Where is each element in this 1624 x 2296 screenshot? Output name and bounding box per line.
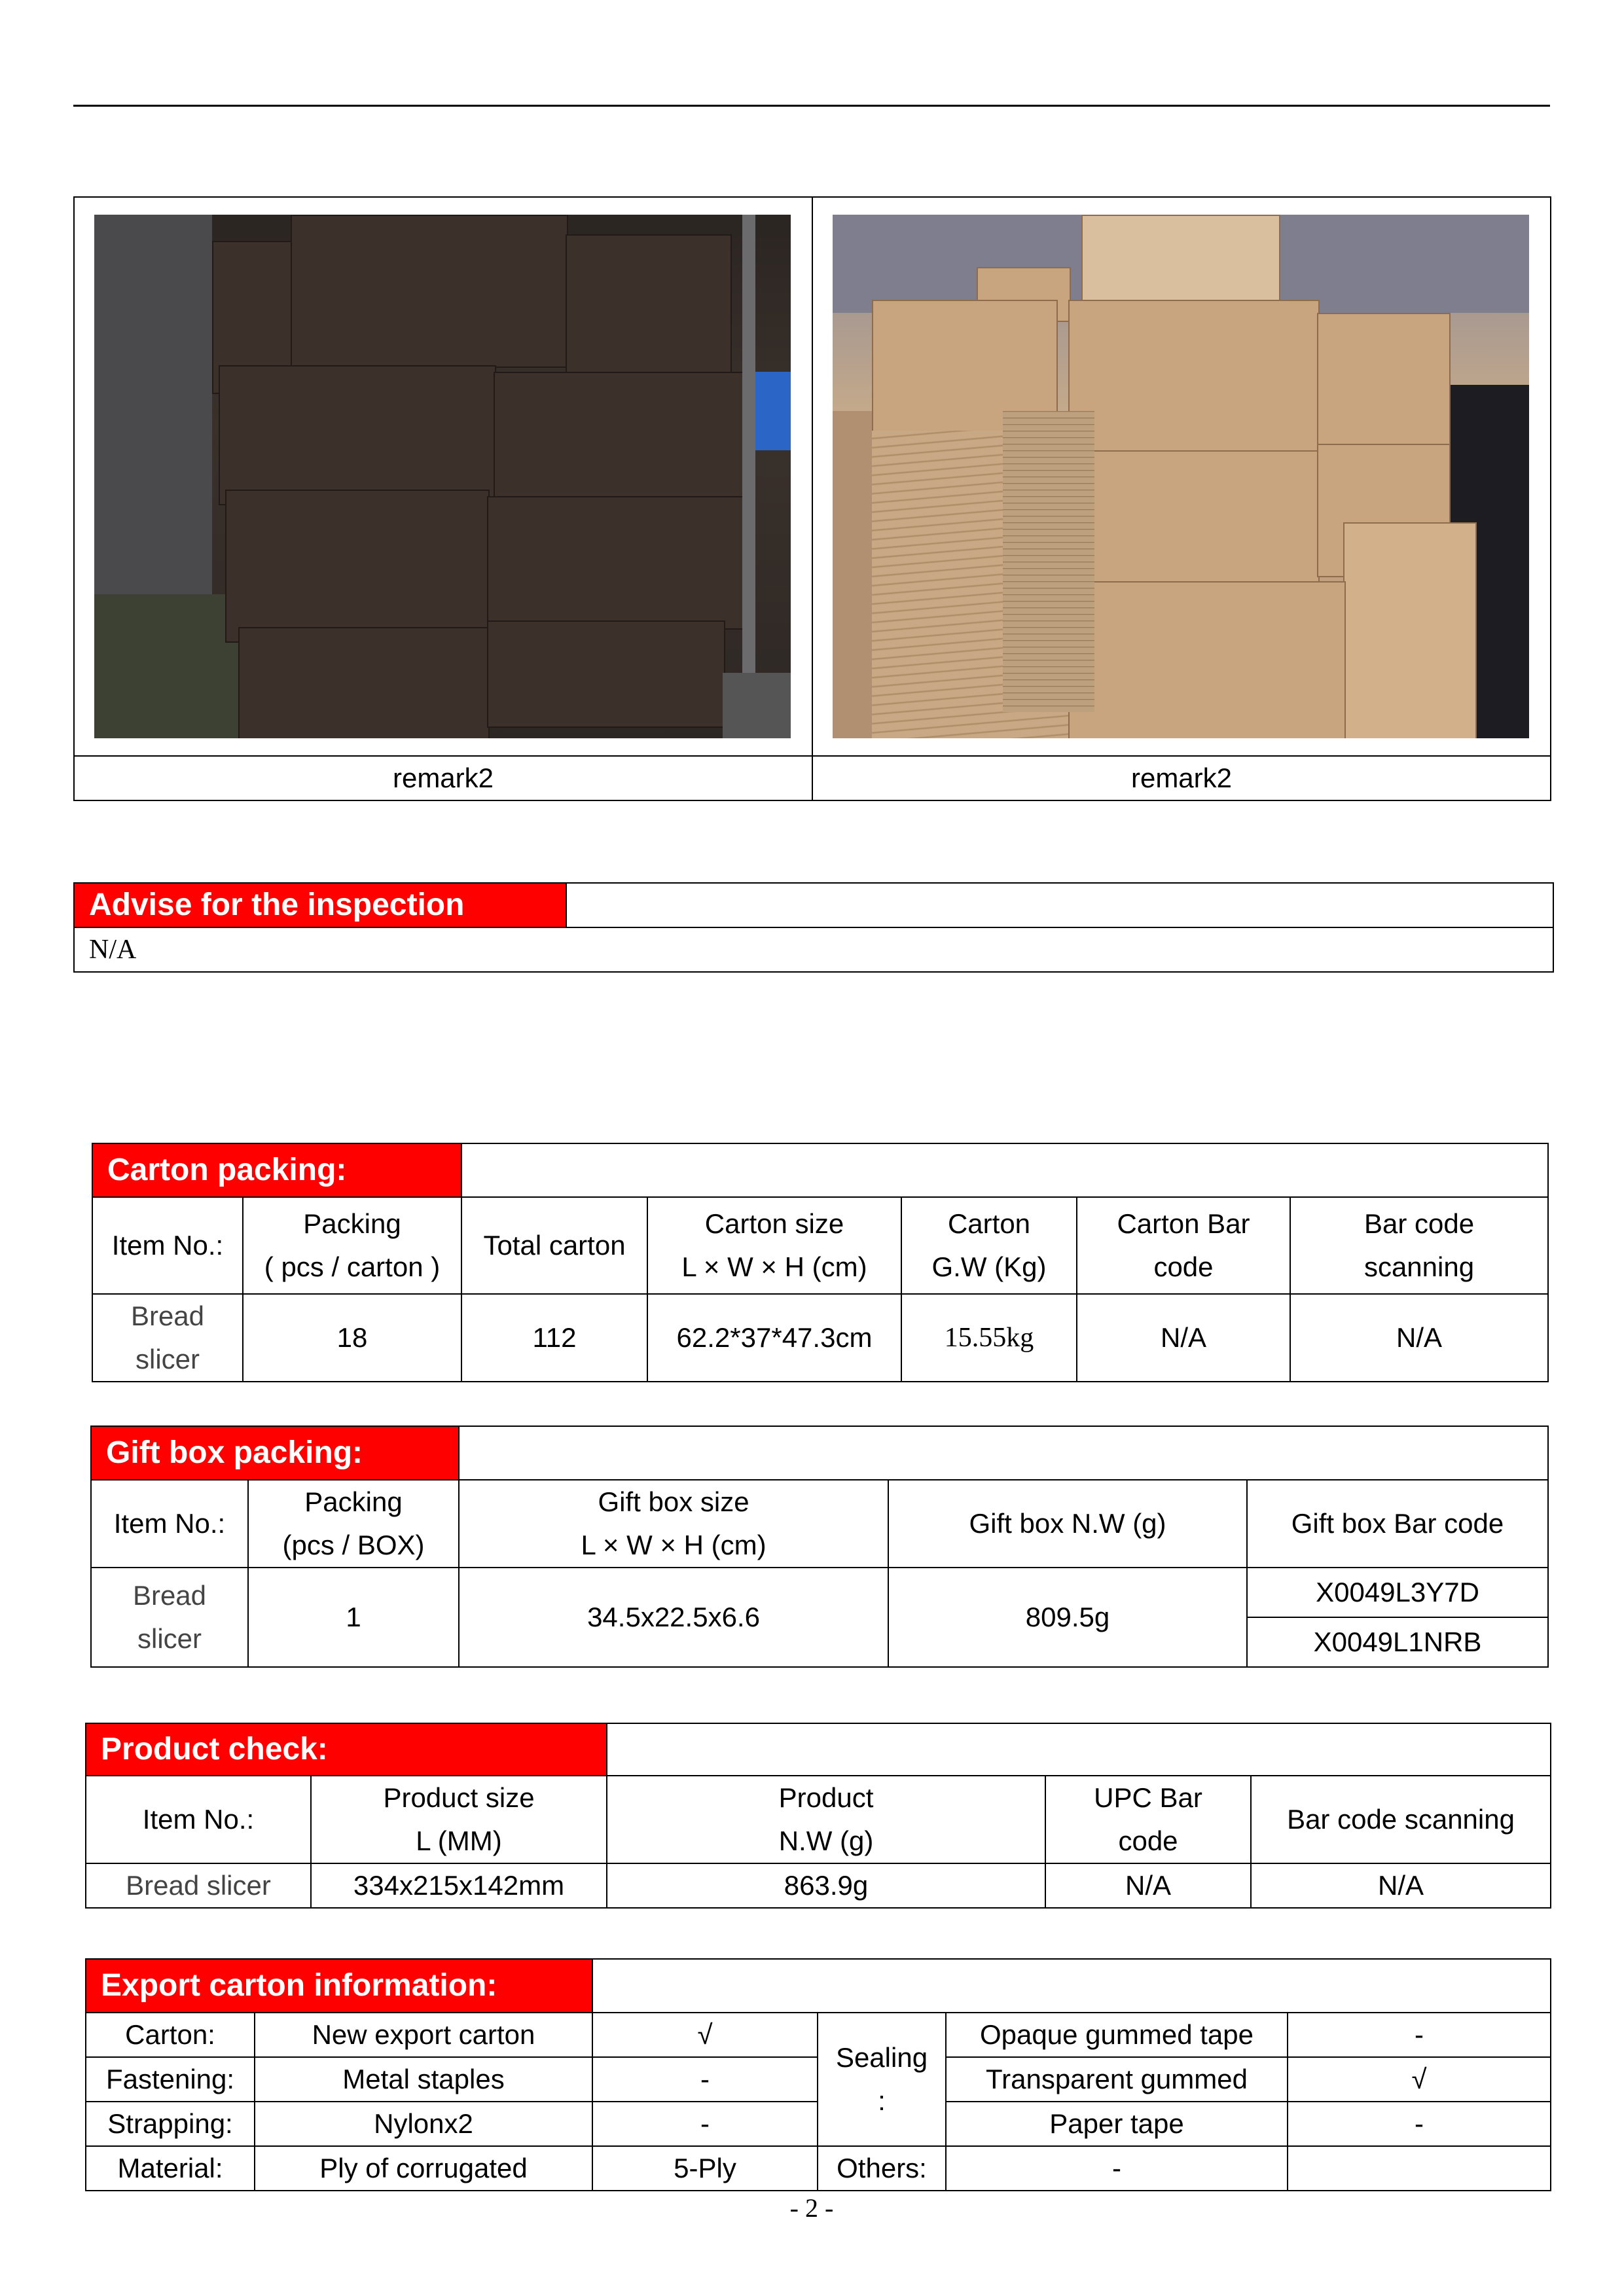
gift-box-title: Gift box packing: [91, 1426, 459, 1480]
carton-header-barcode-line2: code [1153, 1251, 1214, 1282]
carton-header-gw [901, 1197, 1077, 1294]
carton-row-item-line1: Bread [130, 1300, 205, 1331]
export-sealing-paper: Paper tape [946, 2102, 1288, 2146]
export-value-carton: New export carton [255, 2013, 592, 2057]
product-header-nw [607, 1776, 1045, 1863]
photo-caption-left: remark2 [74, 756, 812, 800]
gift-header-packing-line1: Packing [304, 1486, 403, 1517]
advise-title: Advise for the inspection [74, 883, 566, 927]
carton-header-scan [1290, 1197, 1548, 1294]
product-header-size-line1: Product size [383, 1782, 535, 1813]
gift-row-nw: 809.5g [888, 1568, 1247, 1667]
gift-header-size-line1: Gift box size [598, 1486, 749, 1517]
product-row-scan: N/A [1251, 1863, 1551, 1908]
carton-header-packing-line1: Packing [303, 1208, 401, 1239]
carton-header-scan-line2: scanning [1363, 1251, 1475, 1282]
export-sealing-paper-mark: - [1288, 2102, 1551, 2146]
carton-header-barcode-line1: Carton Bar [1117, 1208, 1250, 1239]
export-sealing-transparent: Transparent gummed [946, 2057, 1288, 2102]
export-carton-title: Export carton information: [86, 1959, 592, 2013]
product-header-upc [1045, 1776, 1251, 1863]
export-mark-material: 5-Ply [592, 2146, 818, 2191]
product-row-upc: N/A [1045, 1863, 1251, 1908]
carton-header-packing [243, 1197, 461, 1294]
photo-caption-right: remark2 [812, 756, 1551, 800]
export-value-strapping: Nylonx2 [255, 2102, 592, 2146]
advise-table [73, 882, 1554, 973]
carton-row-total: 112 [461, 1294, 647, 1382]
export-sealing-label [818, 2013, 946, 2146]
product-header-size [311, 1776, 607, 1863]
gift-header-size [459, 1480, 888, 1568]
gift-header-packing-line2: (pcs / BOX) [282, 1530, 425, 1560]
carton-row-size: 62.2*37*47.3cm [647, 1294, 901, 1382]
gift-row-item [91, 1568, 248, 1667]
product-header-scan: Bar code scanning [1251, 1776, 1551, 1863]
page-number: - 2 - [789, 2193, 834, 2223]
top-rule [73, 105, 1550, 107]
gift-row-barcode-1: X0049L3Y7D [1247, 1568, 1548, 1617]
export-others-value: - [946, 2146, 1288, 2191]
export-label-fastening: Fastening: [86, 2057, 255, 2102]
export-sealing-opaque-mark: - [1288, 2013, 1551, 2057]
product-row-item: Bread slicer [86, 1863, 311, 1908]
export-sealing-transparent-mark: √ [1288, 2057, 1551, 2102]
carton-header-gw-line1: Carton [947, 1208, 1031, 1239]
carton-row-item-line2: slicer [135, 1344, 200, 1374]
gift-header-packing [248, 1480, 459, 1568]
product-check-title-spacer [607, 1723, 1551, 1776]
export-mark-strapping: - [592, 2102, 818, 2146]
carton-header-packing-line2: ( pcs / carton ) [264, 1251, 441, 1282]
carton-header-size-line1: Carton size [704, 1208, 844, 1239]
export-mark-fastening: - [592, 2057, 818, 2102]
export-carton-title-spacer [592, 1959, 1551, 2013]
gift-box-table [90, 1426, 1549, 1668]
gift-header-nw: Gift box N.W (g) [888, 1480, 1247, 1568]
gift-row-packing: 1 [248, 1568, 459, 1667]
export-others-label: Others: [818, 2146, 946, 2191]
export-label-carton: Carton: [86, 2013, 255, 2057]
export-carton-table [85, 1958, 1551, 2191]
gift-header-size-line2: L × W × H (cm) [581, 1530, 767, 1560]
carton-row-packing: 18 [243, 1294, 461, 1382]
carton-row-gw: 15.55kg [901, 1294, 1077, 1382]
gift-box-title-spacer [459, 1426, 1548, 1480]
advise-title-spacer [566, 883, 1553, 927]
product-check-table [85, 1723, 1551, 1909]
product-header-upc-line1: UPC Bar [1094, 1782, 1202, 1813]
gift-row-item-line2: slicer [137, 1623, 202, 1654]
export-sealing-label-line1: Sealing [835, 2042, 928, 2073]
carton-header-barcode [1077, 1197, 1290, 1294]
carton-packing-title-spacer [461, 1143, 1548, 1197]
carton-row-scan: N/A [1290, 1294, 1548, 1382]
product-header-nw-line2: N.W (g) [778, 1825, 874, 1856]
carton-header-item-no: Item No.: [92, 1197, 243, 1294]
carton-header-total: Total carton [461, 1197, 647, 1294]
photo-light-carton-stack [833, 215, 1529, 738]
export-value-material: Ply of corrugated [255, 2146, 592, 2191]
gift-header-item-no: Item No.: [91, 1480, 248, 1568]
product-row-size: 334x215x142mm [311, 1863, 607, 1908]
export-label-material: Material: [86, 2146, 255, 2191]
export-label-strapping: Strapping: [86, 2102, 255, 2146]
gift-row-size: 34.5x22.5x6.6 [459, 1568, 888, 1667]
carton-header-size-line2: L × W × H (cm) [681, 1251, 867, 1282]
carton-header-gw-line2: G.W (Kg) [931, 1251, 1047, 1282]
product-check-title: Product check: [86, 1723, 607, 1776]
export-sealing-opaque: Opaque gummed tape [946, 2013, 1288, 2057]
carton-row-barcode: N/A [1077, 1294, 1290, 1382]
carton-packing-table [92, 1143, 1549, 1382]
gift-header-barcode: Gift box Bar code [1247, 1480, 1548, 1568]
carton-header-scan-line1: Bar code [1363, 1208, 1475, 1239]
carton-row-item [92, 1294, 243, 1382]
gift-row-barcode-2: X0049L1NRB [1247, 1617, 1548, 1667]
carton-packing-title: Carton packing: [92, 1143, 461, 1197]
carton-header-size [647, 1197, 901, 1294]
export-mark-carton: √ [592, 2013, 818, 2057]
product-header-nw-line1: Product [778, 1782, 874, 1813]
product-header-upc-line2: code [1118, 1825, 1178, 1856]
product-row-nw: 863.9g [607, 1863, 1045, 1908]
export-others-mark [1288, 2146, 1551, 2191]
product-header-item-no: Item No.: [86, 1776, 311, 1863]
photo-dark-carton-stack [94, 215, 791, 738]
product-header-size-line2: L (MM) [416, 1825, 502, 1856]
export-value-fastening: Metal staples [255, 2057, 592, 2102]
advise-content: N/A [74, 927, 1553, 972]
gift-row-item-line1: Bread [132, 1580, 207, 1611]
export-sealing-label-line2: : [878, 2085, 886, 2116]
